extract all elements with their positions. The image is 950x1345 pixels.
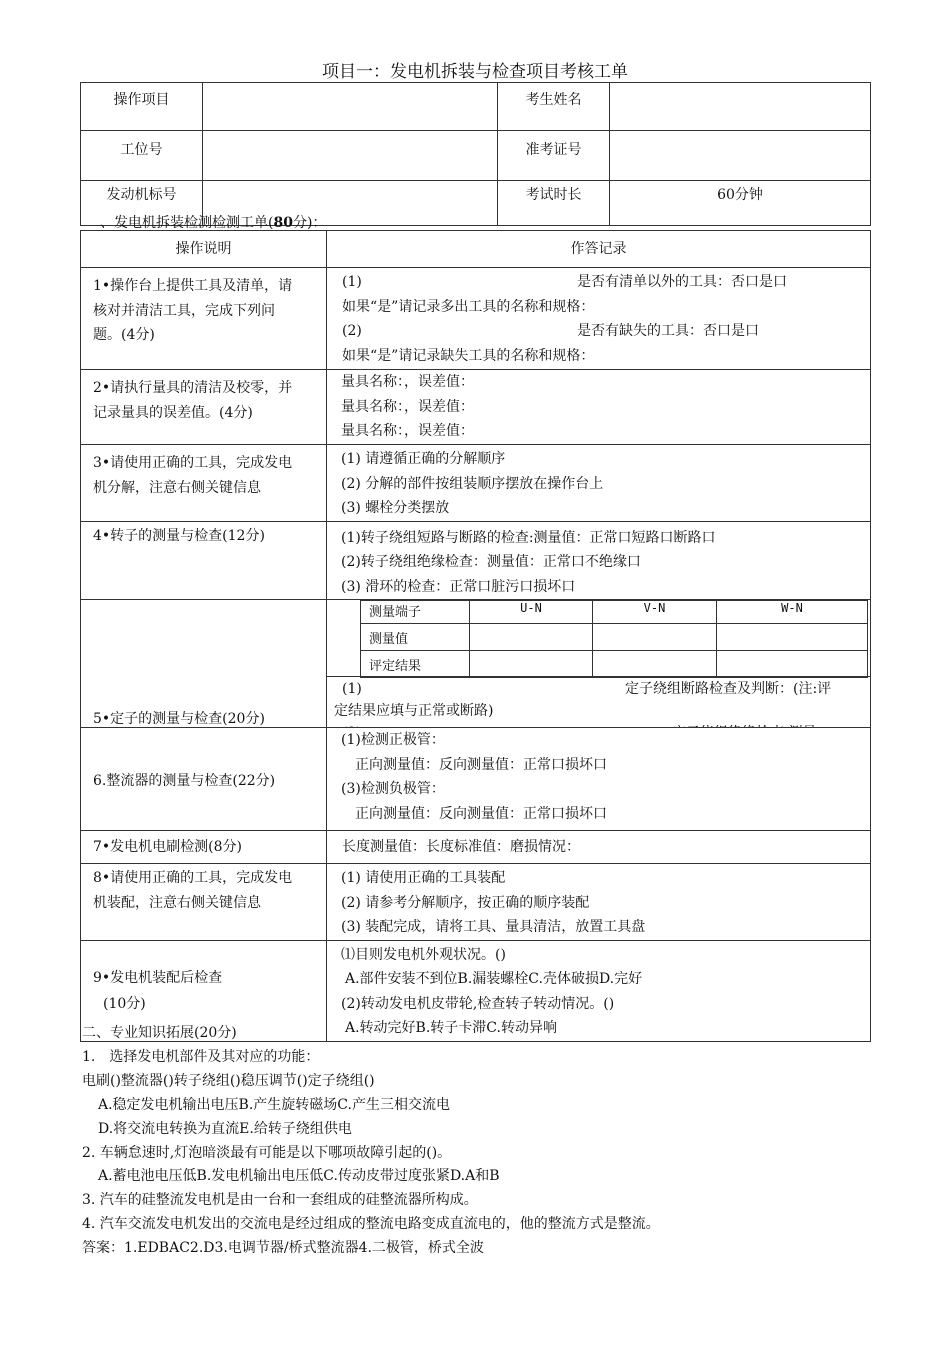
evaluation-label: 评定结果 — [361, 651, 470, 678]
question2-options: A.蓄电池电压低B.发电机输出电压低C.传动皮带过度张紧D.A和B — [98, 1168, 500, 1184]
un-header: U-N — [470, 601, 593, 624]
col-instruction-header: 操作说明 — [81, 231, 327, 268]
question3: 3. 汽车的硅整流发电机是由一台和一套组成的硅整流器所构成。 — [82, 1192, 478, 1208]
exam-number-field[interactable] — [610, 131, 871, 181]
station-label: 工位号 — [81, 131, 203, 181]
row9-instruction: 9•发电机装配后检查 (10分) — [81, 940, 327, 1041]
vn-header: V-N — [593, 601, 717, 624]
stator-measure-table — [360, 600, 868, 678]
wn-measure-cell[interactable] — [717, 624, 868, 651]
wn-header: W-N — [717, 601, 868, 624]
row2-record[interactable]: 量具名称：，误差值： 量具名称：，误差值： 量具名称：，误差值： — [327, 370, 871, 445]
duration-value: 60分钟 — [610, 181, 871, 226]
row2-instruction: 2•请执行量具的清洁及校零，并 记录量具的误差值。(4分) — [81, 370, 327, 445]
row3-instruction: 3•请使用正确的工具，完成发电 机分解，注意右侧关键信息 — [81, 445, 327, 522]
question1-options-b: D.将交流电转换为直流E.给转子绕组供电 — [98, 1121, 352, 1137]
duration-label: 考试时长 — [498, 181, 610, 226]
question1-options-a: A.稳定发电机输出电压B.产生旋转磁场C.产生三相交流电 — [98, 1097, 450, 1113]
terminal-header: 测量端子 — [361, 601, 470, 624]
row1-instruction: 1•操作台上提供工具及清单，请 核对并清洁工具，完成下列问 题。(4分) — [81, 268, 327, 370]
student-name-label: 考生姓名 — [498, 83, 610, 131]
vn-eval-cell[interactable] — [593, 651, 717, 678]
engine-number-label: 发动机标号 — [81, 181, 203, 226]
section1-title-suffix: 分)： — [292, 215, 327, 231]
row1-record[interactable]: (1) 是否有清单以外的工具：否口是口 如果“是”请记录多出工具的名称和规格： (2) 是否有缺失的工具：否口是口 如果“是”请记录缺失工具的名称和规格： — [327, 268, 871, 370]
col-record-header: 作答记录 — [327, 231, 871, 268]
un-eval-cell[interactable] — [470, 651, 593, 678]
row5-instruction: 5•定子的测量与检查(20分) — [81, 600, 327, 728]
operation-item-label: 操作项目 — [81, 83, 203, 131]
row8-instruction: 8•请使用正确的工具，完成发电 机装配，注意右侧关键信息 — [81, 864, 327, 941]
measure-value-label: 测量值 — [361, 624, 470, 651]
row8-record: (1) 请使用正确的工具装配 (2) 请参考分解顺序，按正确的顺序装配 (3) 装配完成，请将工具、量具清洁，放置工具盘 — [327, 864, 871, 941]
question4: 4. 汽车交流发电机发出的交流电是经过组成的整流电路变成直流电的，他的整流方式是整流。 — [82, 1216, 660, 1232]
exam-number-label: 准考证号 — [498, 131, 610, 181]
row6-record[interactable]: (1)检测正极管： 正向测量值：反向测量值：正常口损坏口 (3)检测负极管： 正向测量值：反向测量值：正常口损坏口 — [327, 728, 871, 831]
header-table — [80, 82, 871, 226]
question1-blanks: 电刷()整流器()转子绕组()稳压调节()定子绕组() — [82, 1073, 375, 1089]
operation-item-field[interactable] — [203, 83, 498, 131]
row3-record: (1) 请遵循正确的分解顺序 (2) 分解的部件按组装顺序摆放在操作台上 (3) 螺栓分类摆放 — [327, 445, 871, 522]
row7-record[interactable]: 长度测量值：长度标准值：磨损情况： — [327, 831, 871, 864]
section2-title: 二、专业知识拓展(20分) — [82, 1025, 237, 1041]
wn-eval-cell[interactable] — [717, 651, 868, 678]
row7-instruction: 7•发电机电刷检测(8分) — [81, 831, 327, 864]
un-measure-cell[interactable] — [470, 624, 593, 651]
vn-measure-cell[interactable] — [593, 624, 717, 651]
row4-instruction: 4•转子的测量与检查(12分) — [81, 521, 327, 600]
page-title: 项目一：发电机拆装与检查项目考核工单 — [322, 62, 628, 82]
worksheet-table — [80, 230, 871, 1042]
section1-title — [100, 212, 326, 232]
answers: 答案：1.EDBAC2.D3.电调节器/桥式整流器4.二极管，桥式全波 — [82, 1240, 484, 1256]
row4-record[interactable]: (1)转子绕组短路与断路的检查:测量值：正常口短路口断路口 (2)转子绕组绝缘检查：测量值：正常口不绝缘口 (3) 滑环的检查：正常口脏污口损坏口 — [327, 521, 871, 600]
row5-record[interactable]: 测量端子 U-N V-N W-N 测量值 评定结果 (1) 定子绕组断路检查及判断：(注:评 定结果应填与正常或断路) — [327, 600, 871, 728]
station-field[interactable] — [203, 131, 498, 181]
student-name-field[interactable] — [610, 83, 871, 131]
question2-prompt: 2. 车辆怠速时,灯泡暗淡最有可能是以下哪项故障引起的()。 — [82, 1145, 452, 1161]
row5-divider — [327, 676, 870, 677]
section1-title-prefix: 、发电机拆装检测检测工单( — [100, 215, 274, 231]
section1-title-score: 80 — [273, 215, 293, 231]
row6-instruction: 6.整流器的测量与检查(22分) — [81, 728, 327, 831]
question1-prompt: 1. 选择发电机部件及其对应的功能： — [82, 1049, 320, 1065]
row9-record[interactable]: ⑴目则发电机外观状况。() A.部件安装不到位B.漏装螺栓C.壳体破损D.完好 (2)转动发电机皮带轮,检查转子转动情况。() A.转动完好B.转子卡滞C.转动异响 — [327, 940, 871, 1041]
